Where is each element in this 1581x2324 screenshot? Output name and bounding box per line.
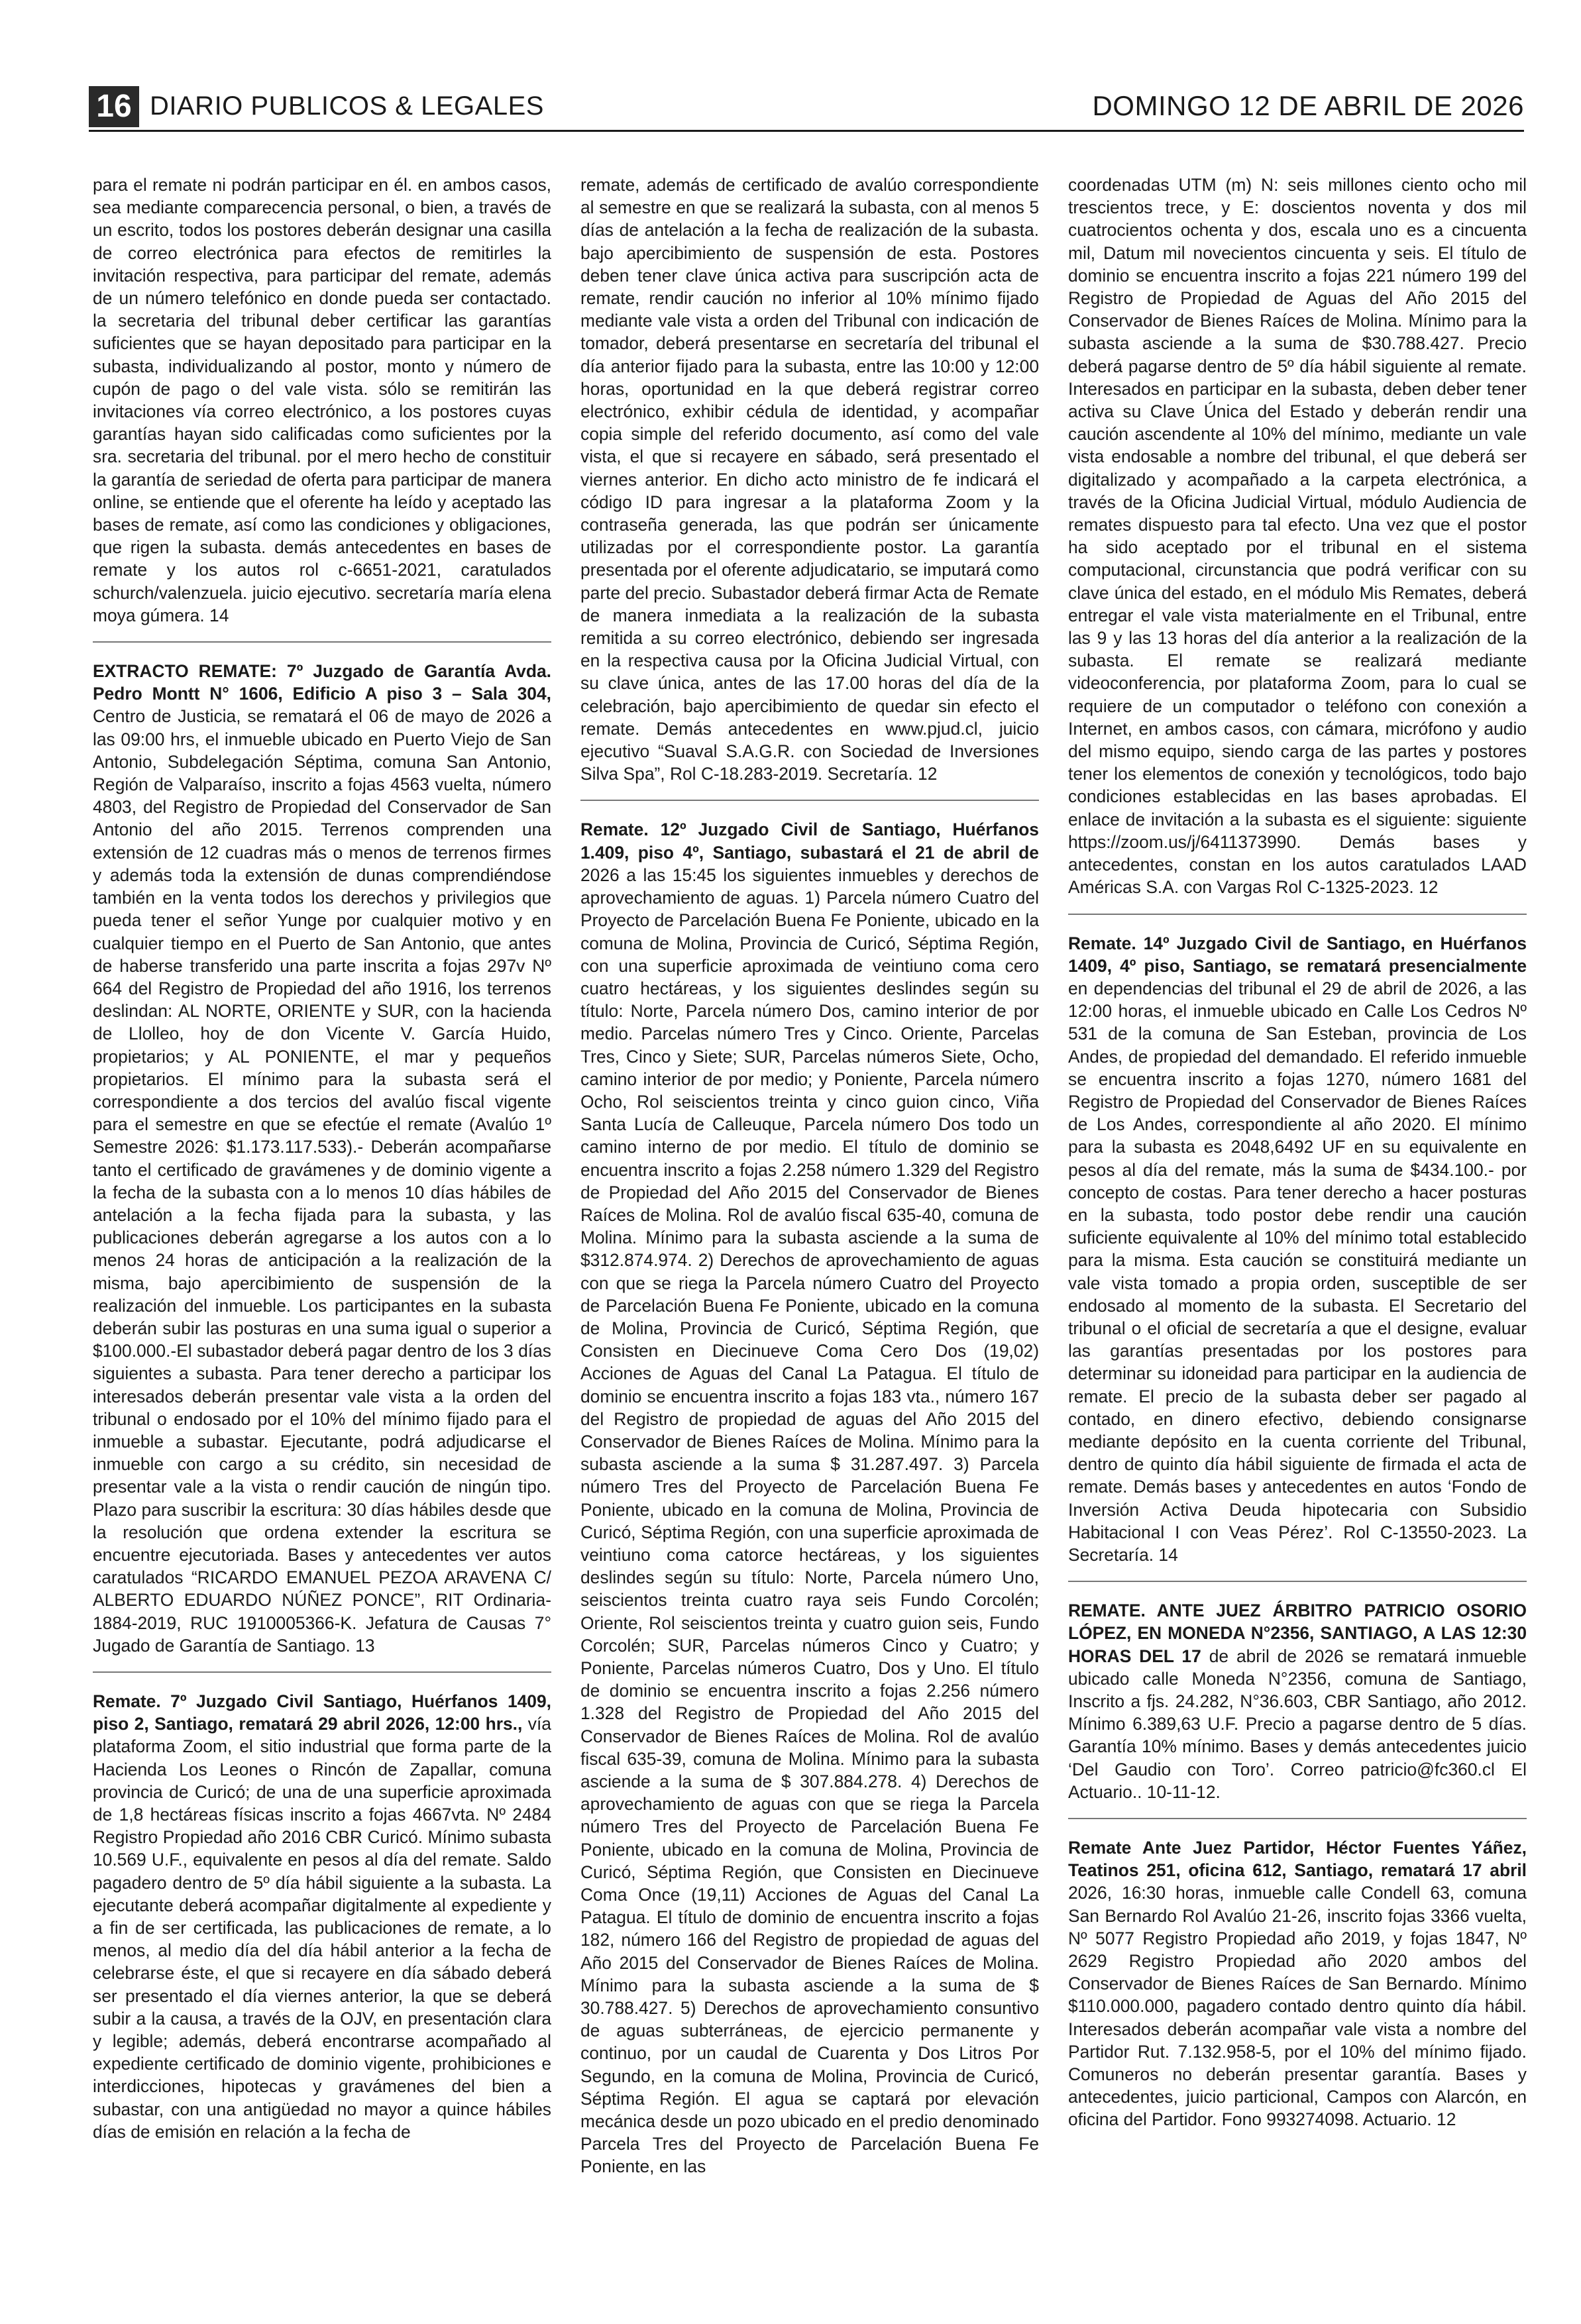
notice: EXTRACTO REMATE: 7º Juzgado de Garantía Avda. Pedro Montt N° 1606, Edificio A piso 3 – Sala 304, Centro de Justicia, se rematará el 06 de mayo de 2026 a las 09:00 hrs, el inmueble ubicado en Puerto Viejo de San Antonio, Subdelegación Séptima, comuna San Antonio, Región de Valparaíso, inscrito a fojas 4563 vuelta, número 4803, del Registro de Propiedad del Conservador de San Antonio del año 2015. Terrenos comprenden una extensión de 12 cuadras más o menos de terrenos firmes y además toda la extensión de dunas comprendiéndose también en la venta todos los derechos y privilegios que pueda tener el señor Yunge por cualquier motivo y en cualquier tiempo en el Puerto de San Antonio, que antes de haberse transferido una parte inscrita a fojas 297v Nº 664 del Registro de Propiedad del año 1916, los terrenos deslindan: AL NORTE, ORIENTE y SUR, con la hacienda de Llolleo, hoy de don Vicente V. García Huido, propietarios; y AL PONIENTE, el mar y pequeños propietarios. El mínimo para la subasta será el correspondiente a dos tercios del avalúo fiscal vigente para el semestre en que se efectúe el remate (Avalúo 1º Semestre 2026: $1.173.117.533).- Deberán acompañarse tanto el certificado de gravámenes y de dominio vigente a la fecha de la subasta con a lo menos 10 días hábiles de antelación a la fecha fijada para la subasta, y las publicaciones deberán agregarse a los autos con a lo menos 24 horas de anticipación a la realización de la misma, bajo apercibimiento de suspensión de la realización del inmueble. Los participantes en la subasta deberán subir las posturas en una suma igual o superior a $100.000.-El subastador deberá pagar dentro de los 3 días siguientes a subasta. Para tener derecho a participar los interesados deberán presentar vale vista a la orden del tribunal o endosado por el 10% del mínimo fijado para el inmueble a subastar. Ejecutante, podrá adjudicarse el inmueble con cargo a su crédito, sin necesidad de presentar vale a la vista o rendir caución de ningún tipo. Plazo para suscribir la escritura: 30 días hábiles desde que la resolución que ordena extender la escritura se encuentre ejecutoriada. Bases y antecedentes ver autos caratulados “RICARDO EMANUEL PEZOA ARAVENA C/ ALBERTO EDUARDO NÚÑEZ PONCE”, RIT Ordinaria-1884-2019, RUC 1910005366-K. Jefatura de Causas 7° Jugado de Garantía de Santiago. 13 xyxy=(93,661,551,1656)
column-1 xyxy=(93,174,551,2294)
notice-heading: Remate Ante Juez Partidor, Héctor Fuentes Yáñez, Teatinos 251, oficina 612, Santiago, rematará 17 abril xyxy=(1068,1838,1527,1881)
notice: Remate. 7º Juzgado Civil Santiago, Huérfanos 1409, piso 2, Santiago, rematará 29 abril 2026, 12:00 hrs., vía plataforma Zoom, el sitio industrial que forma parte de la Hacienda Los Leones o Rincón de Zapallar, comuna provincia de Curicó; de una de una superficie aproximada de 1,8 hectáreas físicas inscrito a fojas 4667vta. Nº 2484 Registro Propiedad año 2016 CBR Curicó. Mínimo subasta 10.569 U.F., equivalente en pesos al día del remate. Saldo pagadero dentro de 5º día hábil siguiente a la subasta. La ejecutante deberá acompañar digitalmente al expediente y a fin de ser certificada, las publicaciones de remate, a lo menos, al medio día del día hábil anterior a la fecha de celebrarse éste, el que si recayere en día sábado deberá ser presentado el día viernes anterior, la que se deberá subir a la causa, a través de la OJV, en presentación clara y legible; además, deberá encontrarse acompañado al expediente certificado de dominio vigente, prohibiciones e interdicciones, hipotecas y gravámenes del bien a subastar, con una antigüedad no mayor a quince hábiles días de emisión en relación a la fecha de xyxy=(93,1691,551,2142)
notice-divider xyxy=(93,1671,551,1673)
notice: Remate Ante Juez Partidor, Héctor Fuentes Yáñez, Teatinos 251, oficina 612, Santiago, rematará 17 abril 2026, 16:30 horas, inmueble calle Condell 63, comuna San Bernardo Rol Avalúo 21-26, inscrito fojas 3366 vuelta, Nº 5077 Registro Propiedad año 2019, y fojas 1847, Nº 2629 Registro Propiedad año 2020 ambos del Conservador de Bienes Raíces de San Bernardo. Mínimo $110.000.000, pagadero contado dentro quinto día hábil. Interesados deberán acompañar vale vista a nombre del Partidor Rut. 7.132.958-5, por el 10% del mínimo fijado. Comuneros no deberán presentar garantía. Bases y antecedentes, juicio particional, Campos con Alarcón, en oficina del Partidor. Fono 993274098. Actuario. 12 xyxy=(1068,1838,1527,2130)
notice-divider xyxy=(1068,1818,1527,1819)
notice-divider xyxy=(580,800,1039,801)
section-title: DIARIO PUBLICOS & LEGALES xyxy=(150,91,544,121)
notice-divider xyxy=(93,641,551,643)
notice-heading: REMATE. ANTE JUEZ ÁRBITRO PATRICIO OSORIO LÓPEZ, EN MONEDA N°2356, SANTIAGO, A LAS 12:30 HORAS DEL 17 xyxy=(1068,1601,1527,1666)
notice-heading: EXTRACTO REMATE: 7º Juzgado de Garantía Avda. Pedro Montt N° 1606, Edificio A piso 3 – Sala 304, xyxy=(93,661,551,704)
column-2 xyxy=(580,174,1039,2294)
notice: REMATE. ANTE JUEZ ÁRBITRO PATRICIO OSORIO LÓPEZ, EN MONEDA N°2356, SANTIAGO, A LAS 12:30 HORAS DEL 17 de abril de 2026 se rematará inmueble ubicado calle Moneda N°2356, comuna de Santiago, Inscrito a fjs. 24.282, N°36.603, CBR Santiago, año 2012. Mínimo 6.389,63 U.F. Precio a pagarse dentro de 5 días. Garantía 10% mínimo. Bases y demás antecedentes juicio ‘Del Gaudio con Toro’. Correo patricio@fc360.cl El Actuario.. 10-11-12. xyxy=(1068,1601,1527,1802)
notice-heading: Remate. 12º Juzgado Civil de Santiago, Huérfanos 1.409, piso 4º, Santiago, subastará el 21 de abril de xyxy=(580,819,1039,863)
notice: Remate. 14º Juzgado Civil de Santiago, en Huérfanos 1409, 4º piso, Santiago, se rematará presencialmente en dependencias del tribunal el 29 de abril de 2026, a las 12:00 horas, el inmueble ubicado en Calle Los Cedros Nº 531 de la comuna de San Esteban, provincia de Los Andes, de propiedad del demandado. El referido inmueble se encuentra inscrito a fojas 1270, número 1681 del Registro de Propiedad del Conservador de Bienes Raíces de Los Andes, correspondiente al año 2020. El mínimo para la subasta es 2048,6492 UF en su equivalente en pesos al día del remate, más la suma de $434.100.- por concepto de costas. Para tener derecho a hacer posturas en la subasta, todo postor debe rendir una caución suficiente equivalente al 10% del mínimo total establecido para la misma. Esta caución se constituirá mediante un vale vista tomado a propia orden, susceptible de ser endosado al momento de la subasta. El Secretario del tribunal o el oficial de secretaría a que el designe, evaluar las garantías presentadas por los postores para determinar su idoneidad para participar en la audiencia de remate. El precio de la subasta deber ser pagado al contado, en dinero efectivo, debiendo consignarse mediante depósito en la cuenta corriente del Tribunal, dentro de quinto día hábil siguiente de firmada el acta de remate. Demás bases y antecedentes en autos ‘Fondo de Inversión Activa Deuda hipotecaria con Subsidio Habitacional I con Veas Pérez’. Rol C-13550-2023. La Secretaría. 14 xyxy=(1068,933,1527,1565)
notice-continuation: remate, además de certificado de avalúo correspondiente al semestre en que se realizará la subasta, con al menos 5 días de antelación a la fecha de realización de la subasta. bajo apercibimiento de suspensión de esta. Postores deben tener clave única activa para suscripción acta de remate, rendir caución no inferior al 10% mínimo fijado mediante vale vista a orden del Tribunal con indicación de tomador, deberá presentarse en secretaría del tribunal el día anterior fijado para la subasta, entre las 10:00 y 12:00 horas, oportunidad en la que deberá registrar correo electrónico, exhibir cédula de identidad, y acompañar copia simple del referido documento, así como del vale vista, el que si recayere en sábado, será presentado el viernes anterior. En dicho acto ministro de fe indicará el código ID para ingresar a la plataforma Zoom y la contraseña generada, las que podrán ser únicamente utilizadas por el correspondiente postor. La garantía presentada por el oferente adjudicatario, se imputará como parte del precio. Subastador deberá firmar Acta de Remate de manera inmediata a la realización de la subasta remitida a su correo electrónico, debiendo ser ingresada en la respectiva causa por la Oficina Judicial Virtual, con su clave única, antes de las 17.00 horas del día de la celebración, bajo apercibimiento de quedar sin efecto el remate. Demás antecedentes en www.pjud.cl, juicio ejecutivo “Suaval S.A.G.R. con Sociedad de Inversiones Silva Spa”, Rol C-18.283-2019. Secretaría. 12 xyxy=(580,175,1039,784)
issue-date: DOMINGO 12 DE ABRIL DE 2026 xyxy=(1092,90,1524,121)
notice-divider xyxy=(1068,1581,1527,1582)
header-rule xyxy=(89,130,1524,132)
notice: Remate. 12º Juzgado Civil de Santiago, Huérfanos 1.409, piso 4º, Santiago, subastará el 21 de abril de 2026 a las 15:45 los siguientes inmuebles y derechos de aprovechamiento de aguas. 1) Parcela número Cuatro del Proyecto de Parcelación Buena Fe Poniente, ubicado en la comuna de Molina, Provincia de Curicó, Séptima Región, con una superficie aproximada de veintiuno coma cero cuatro hectáreas, y los siguientes deslindes según su título: Norte, Parcela número Dos, camino interior de por medio. Parcelas número Tres y Cinco. Oriente, Parcelas Tres, Cinco y Siete; SUR, Parcelas números Siete, Ocho, camino interior de por medio; y Poniente, Parcela número Ocho, Rol seiscientos treinta y cinco guion cinco, Viña Santa Lucía de Calleuque, Parcela número Dos todo un camino interno de por medio. El título de dominio se encuentra inscrito a fojas 2.258 número 1.329 del Registro de Propiedad del Año 2015 del Conservador de Bienes Raíces de Molina. Rol de avalúo fiscal 635-40, comuna de Molina. Mínimo para la subasta asciende a la suma de $312.874.974. 2) Derechos de aprovechamiento de aguas con que se riega la Parcela número Cuatro del Proyecto de Parcelación Buena Fe Poniente, ubicado en la comuna de Molina, Provincia de Curicó, Séptima Región, que Consisten en Diecinueve Coma Cero Dos (19,02) Acciones de Aguas del Canal La Patagua. El título de dominio se encuentra inscrito a fojas 183 vta., número 167 del Registro de propiedad de aguas del Año 2015 del Conservador de Bienes Raíces de Molina. Mínimo para la subasta asciende a la suma $ 31.287.497. 3) Parcela número Tres del Proyecto de Parcelación Buena Fe Poniente, ubicado en la comuna de Molina, Provincia de Curicó, Séptima Región, con una superficie aproximada de veintiuno coma catorce hectáreas, y los siguientes deslindes según su título: Norte, Parcela número Uno, seiscientos treinta cuatro raya seis Fundo Corcolén; Oriente, Rol seiscientos treinta y cuatro guion seis, Fundo Corcolén; SUR, Parcelas números Cinco y Cuatro; y Poniente, Parcelas números Cuatro, Dos y Uno. El título de dominio se encuentra inscrito a fojas 2.256 número 1.328 del Registro de Propiedad del Año 2015 del Conservador de Bienes Raíces de Molina. Rol de avalúo fiscal 635-39, comuna de Molina. Mínimo para la subasta asciende a la suma de $ 307.884.278. 4) Derechos de aprovechamiento de aguas con que se riega la Parcela número Tres del Proyecto de Parcelación Buena Fe Poniente, ubicado en la comuna de Molina, Provincia de Curicó, Séptima Región, que Consisten en Diecinueve Coma Once (19,11) Acciones de Aguas del Canal La Patagua. El título de dominio de encuentra inscrito a fojas 182, número 166 del Registro de propiedad de aguas del Año 2015 del Conservador de Bienes Raíces de Molina. Mínimo para la subasta asciende a la suma de $ 30.788.427. 5) Derechos de aprovechamiento consuntivo de aguas subterráneas, de ejercicio permanente y continuo, por un caudal de Cuarenta y Dos Litros Por Segundo, en la comuna de Molina, Provincia de Curicó, Séptima Región. El agua se captará por elevación mecánica desde un pozo ubicado en el predio denominado Parcela Tres del Proyecto de Parcelación Buena Fe Poniente, en las xyxy=(580,819,1039,2177)
page-header xyxy=(89,86,1524,126)
column-3 xyxy=(1068,174,1527,2294)
notice-continuation: coordenadas UTM (m) N: seis millones ciento ocho mil trescientos trece, y E: doscientos noventa y dos mil cuatrocientos ochenta y dos, escala uno es a cincuenta mil, Datum mil novecientos cincuenta y seis. El título de dominio se encuentra inscrito a fojas 221 número 199 del Registro de Propiedad de Aguas del Año 2015 del Conservador de Bienes Raíces de Molina. Mínimo para la subasta asciende a la suma de $30.788.427. Precio deberá pagarse dentro de 5º día hábil siguiente al remate. Interesados en participar en la subasta, deben deber tener activa su Clave Única del Estado y deberán rendir una caución ascendente al 10% del mínimo, mediante un vale vista endosable a nombre del tribunal, el que deberá ser digitalizado y acompañado a la carpeta electrónica, a través de la Oficina Judicial Virtual, módulo Audiencia de remates dispuesto para tal efecto. Una vez que el postor ha sido aceptado por el tribunal en el sistema computacional, circunstancia que podrá verificar con su clave única del estado, en el módulo Mis Remates, deberá entregar el vale vista materialmente en el Tribunal, entre las 9 y las 13 horas del día anterior a la realización de la subasta. El remate se realizará mediante videoconferencia, por plataforma Zoom, para lo cual se requiere de un computador o teléfono con conexión a Internet, en ambos casos, con cámara, micrófono y audio del mismo equipo, siendo carga de las partes y postores tener los elementos de conexión y tecnológicos, todo bajo condiciones establecidas en las bases aprobadas. El enlace de invitación a la subasta es el siguiente: siguiente https://zoom.us/j/6411373990. Demás bases y antecedentes, constan en los autos caratulados LAAD Américas S.A. con Vargas Rol C-1325-2023. 12 xyxy=(1068,175,1527,898)
notice-continuation: para el remate ni podrán participar en él. en ambos casos, sea mediante comparecencia personal, o bien, a través de un escrito, todos los postores deberán designar una casilla de correo electrónica para efectos de remitirles la invitación respectiva, para participar del remate, además de un número telefónico en donde pueda ser contactado. la secretaria del tribunal deber certificar las garantías suficientes que se hayan depositado para participar en la subasta, individualizando al postor, monto y número de cupón de pago o del vale vista. sólo se remitirán las invitaciones vía correo electrónico, a los postores cuyas garantías hayan sido calificadas como suficientes por la sra. secretaria del tribunal. por el mero hecho de constituir la garantía de seriedad de oferta para participar de manera online, se entiende que el oferente ha leído y aceptado las bases de remate, así como las condiciones y obligaciones, que rigen la subasta. demás antecedentes en bases de remate y los autos rol c-6651-2021, caratulados schurch/valenzuela. juicio ejecutivo. secretaría maría elena moya gúmera. 14 xyxy=(93,175,551,625)
notice-heading: Remate. 14º Juzgado Civil de Santiago, en Huérfanos 1409, 4º piso, Santiago, se rematará presencialmente xyxy=(1068,933,1527,976)
notice-divider xyxy=(1068,914,1527,915)
notice-heading: Remate. 7º Juzgado Civil Santiago, Huérfanos 1409, piso 2, Santiago, rematará 29 abril 2026, 12:00 hrs., xyxy=(93,1691,551,1734)
page-number: 16 xyxy=(89,86,139,127)
